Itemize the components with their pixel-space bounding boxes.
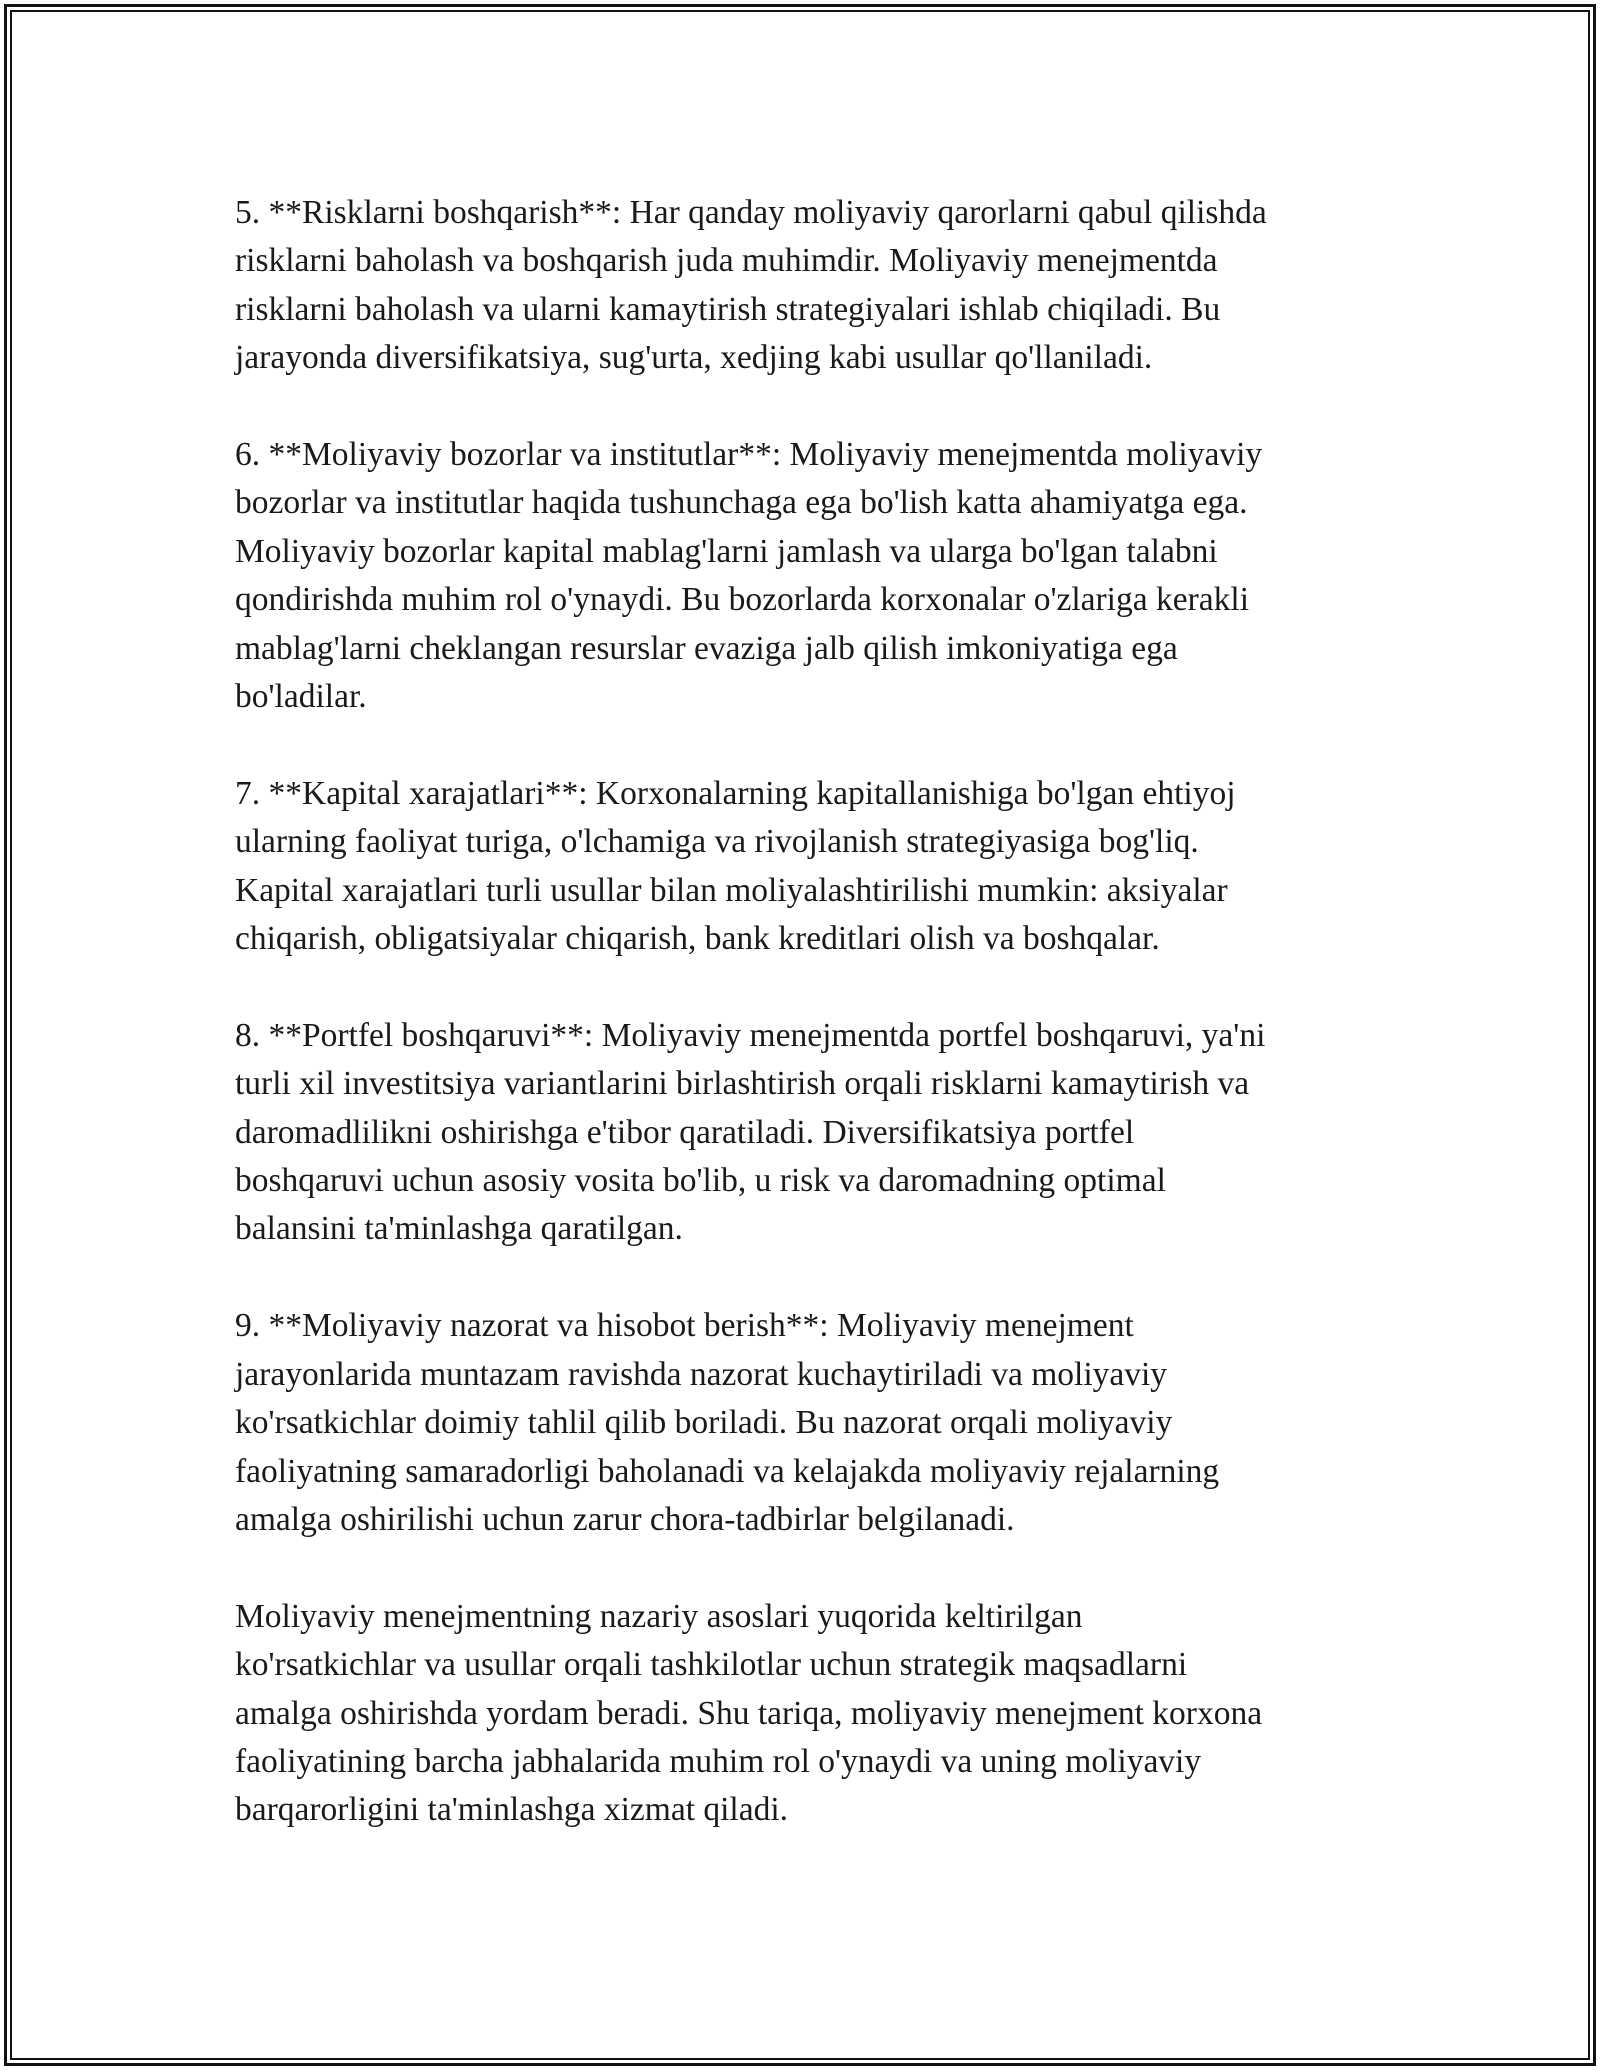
text-line: 8. **Portfel boshqaruvi**: Moliyaviy menejmentda portfel boshqaruvi, ya'ni [235,1016,1266,1054]
text-line: boshqaruvi uchun asosiy vosita bo'lib, u risk va daromadning optimal [235,1162,1166,1200]
text-line: chiqarish, obligatsiyalar chiqarish, bank kreditlari olish va boshqalar. [235,920,1160,958]
text-line: risklarni baholash va ularni kamaytirish strategiyalari ishlab chiqiladi. Bu [235,290,1221,328]
text-line: Moliyaviy menejmentning nazariy asoslari yuqorida keltirilgan [235,1597,1083,1635]
paragraph-risk-management [235,189,1385,383]
paragraph-financial-markets [235,431,1385,721]
text-line: amalga oshirilishi uchun zarur chora-tadbirlar belgilanadi. [235,1500,1015,1538]
text-line: amalga oshirishda yordam beradi. Shu tariqa, moliyaviy menejment korxona [235,1694,1263,1732]
text-line: qondirishda muhim rol o'ynaydi. Bu bozorlarda korxonalar o'zlariga kerakli [235,581,1249,619]
text-line: faoliyatining barcha jabhalarida muhim rol o'ynaydi va uning moliyaviy [235,1742,1202,1780]
paragraph-portfolio-management [235,1012,1385,1254]
text-line: ularning faoliyat turiga, o'lchamiga va rivojlanish strategiyasiga bog'liq. [235,823,1199,861]
text-line: 6. **Moliyaviy bozorlar va institutlar**: Moliyaviy menejmentda moliyaviy [235,436,1263,474]
text-line: 5. **Risklarni boshqarish**: Har qanday moliyaviy qarorlarni qabul qilishda [235,194,1267,231]
text-line: ko'rsatkichlar va usullar orqali tashkilotlar uchun strategik maqsadlarni [235,1646,1188,1684]
text-line: mablag'larni cheklangan resurslar evaziga jalb qilish imkoniyatiga ega [235,629,1178,667]
text-line: barqarorligini ta'minlashga xizmat qiladi. [235,1791,789,1829]
text-line: jarayonda diversifikatsiya, sug'urta, xedjing kabi usullar qo'llaniladi. [235,339,1153,377]
paragraph-capital-expenditures [235,770,1385,964]
paragraph-conclusion [235,1593,1385,1835]
text-line: daromadlilikni oshirishga e'tibor qaratiladi. Diversifikatsiya portfel [235,1113,1135,1151]
text-line: jarayonlarida muntazam ravishda nazorat kuchaytiriladi va moliyaviy [235,1355,1168,1393]
text-line: 9. **Moliyaviy nazorat va hisobot berish**: Moliyaviy menejment [235,1307,1134,1345]
text-line: 7. **Kapital xarajatlari**: Korxonalarning kapitallanishiga bo'lgan ehtiyoj [235,774,1236,812]
text-line: bo'ladilar. [235,678,367,716]
document-body [235,189,1385,1835]
text-line: risklarni baholash va boshqarish juda muhimdir. Moliyaviy menejmentda [235,242,1218,280]
text-line: Moliyaviy bozorlar kapital mablag'larni jamlash va ularga bo'lgan talabni [235,532,1218,570]
text-line: Kapital xarajatlari turli usullar bilan moliyalashtirilishi mumkin: aksiyalar [235,871,1228,909]
text-line: turli xil investitsiya variantlarini birlashtirish orqali risklarni kamaytirish va [235,1065,1250,1103]
text-line: faoliyatning samaradorligi baholanadi va kelajakda moliyaviy rejalarning [235,1452,1220,1490]
paragraph-financial-control [235,1302,1385,1544]
text-line: ko'rsatkichlar doimiy tahlil qilib boriladi. Bu nazorat orqali moliyaviy [235,1404,1173,1442]
text-line: balansini ta'minlashga qaratilgan. [235,1210,683,1248]
text-line: bozorlar va institutlar haqida tushunchaga ega bo'lish katta ahamiyatga ega. [235,484,1248,522]
